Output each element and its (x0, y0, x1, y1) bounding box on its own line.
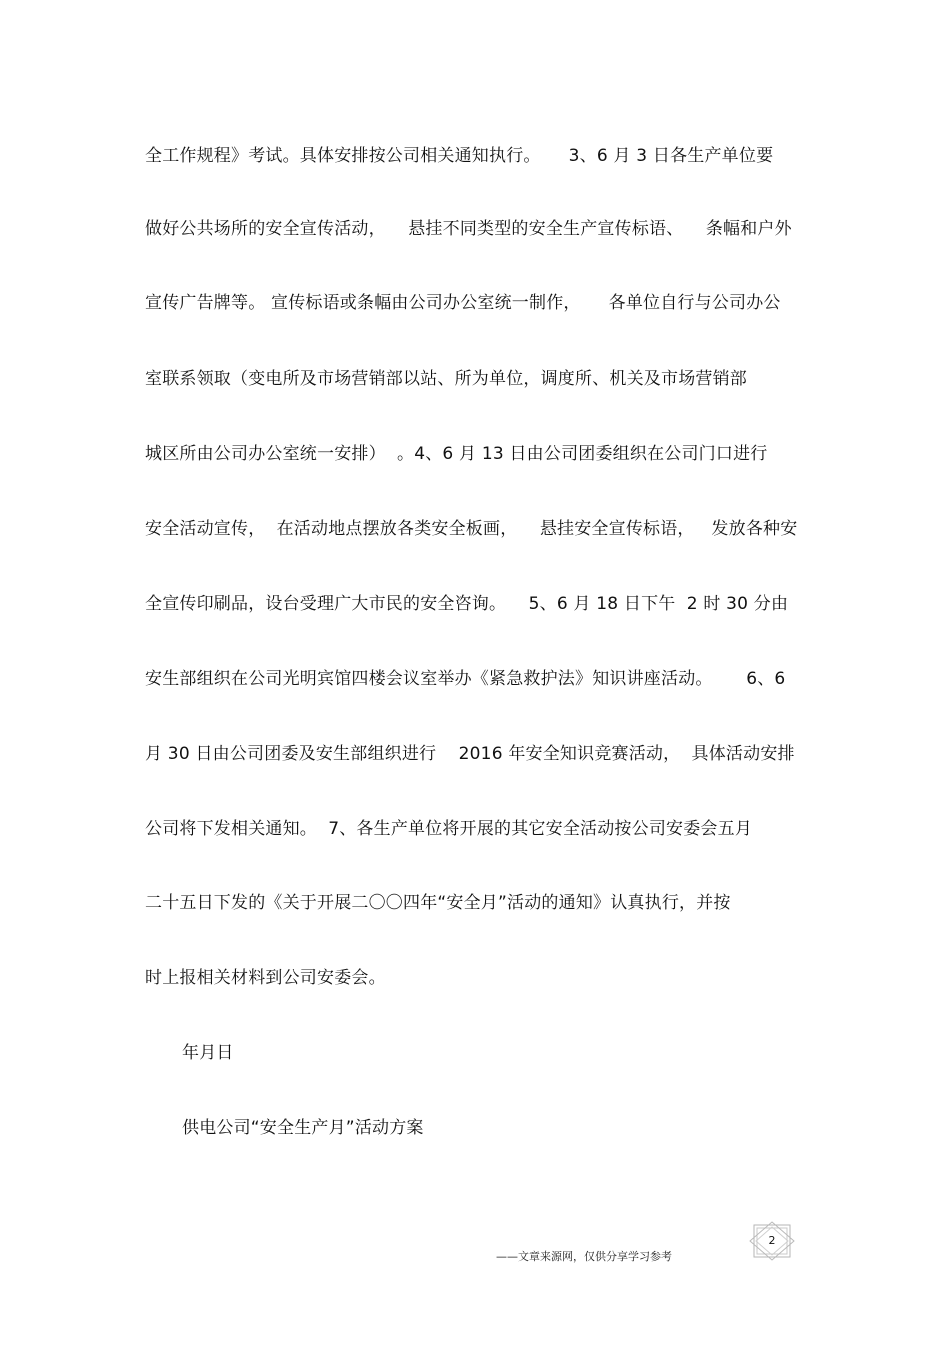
body-text-line: 全工作规程》考试。具体安排按公司相关通知执行。 3、6 月 3 日各生产单位要 (145, 146, 774, 166)
date-line: 年月日 (182, 1043, 234, 1063)
body-text-line: 做好公共场所的安全宣传活动， 悬挂不同类型的安全生产宣传标语、 条幅和户外 (145, 219, 792, 239)
body-text-line: 室联系领取（变电所及市场营销部以站、所为单位，调度所、机关及市场营销部 (145, 369, 747, 389)
body-text-line: 安生部组织在公司光明宾馆四楼会议室举办《紧急救护法》知识讲座活动。 6、6 (145, 669, 786, 689)
body-text-line: 城区所由公司办公室统一安排） 。4、6 月 13 日由公司团委组织在公司门口进行 (145, 444, 768, 464)
body-text-line: 安全活动宣传， 在活动地点摆放各类安全板画， 悬挂安全宣传标语， 发放各种安 (145, 519, 798, 539)
body-text-line: 月 30 日由公司团委及安生部组织进行 2016 年安全知识竞赛活动， 具体活动安排 (145, 744, 795, 764)
body-text-line: 宣传广告牌等。 宣传标语或条幅由公司办公室统一制作， 各单位自行与公司办公 (145, 293, 781, 313)
section-heading: 供电公司“安全生产月”活动方案 (182, 1118, 424, 1138)
page-number: 2 (768, 1234, 776, 1247)
body-text-line: 公司将下发相关通知。 7、各生产单位将开展的其它安全活动按公司安委会五月 (145, 819, 753, 839)
body-text-line: 全宣传印刷品，设台受理广大市民的安全咨询。 5、6 月 18 日下午 2 时 30 分由 (145, 594, 789, 614)
body-text-line: 时上报相关材料到公司安委会。 (145, 968, 386, 988)
page-number-badge (748, 1221, 796, 1261)
body-text-line: 二十五日下发的《关于开展二〇〇四年“安全月”活动的通知》认真执行，并按 (145, 893, 731, 913)
footer-source-note: ——文章来源网，仅供分享学习参考 (496, 1250, 672, 1263)
